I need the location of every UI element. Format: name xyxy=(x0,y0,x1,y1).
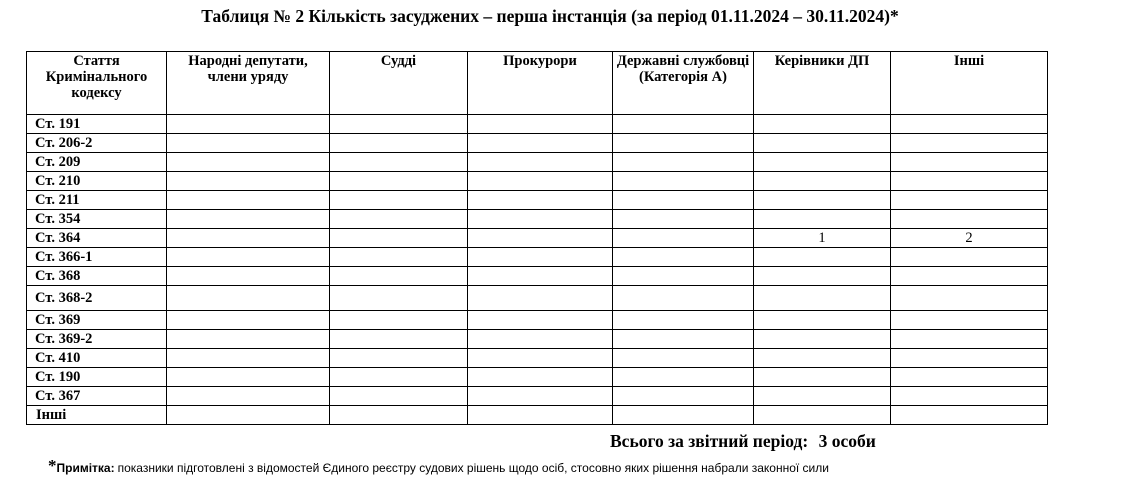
value-cell xyxy=(613,115,754,134)
value-cell xyxy=(613,229,754,248)
table-row xyxy=(27,368,1048,387)
value-cell xyxy=(468,248,613,267)
article-cell: Ст. 209 xyxy=(27,153,167,172)
value-cell xyxy=(613,311,754,330)
value-cell xyxy=(468,267,613,286)
value-cell xyxy=(613,134,754,153)
table-row xyxy=(27,134,1048,153)
article-cell: Інші xyxy=(27,406,167,425)
value-cell xyxy=(613,330,754,349)
header-judges: Судді xyxy=(330,52,468,115)
value-cell xyxy=(330,349,468,368)
value-cell xyxy=(891,134,1048,153)
value-cell xyxy=(167,229,330,248)
value-cell xyxy=(613,210,754,229)
value-cell xyxy=(468,191,613,210)
value-cell xyxy=(754,191,891,210)
value-cell xyxy=(891,153,1048,172)
header-others: Інші xyxy=(891,52,1048,115)
value-cell xyxy=(330,330,468,349)
header-row xyxy=(27,52,1048,115)
total-label: Всього за звітний період: xyxy=(610,431,809,451)
value-cell xyxy=(330,311,468,330)
value-cell xyxy=(468,286,613,311)
total-value: 3 особи xyxy=(818,431,876,451)
value-cell xyxy=(468,349,613,368)
table-row xyxy=(27,267,1048,286)
value-cell xyxy=(167,134,330,153)
value-cell xyxy=(468,153,613,172)
value-cell xyxy=(754,330,891,349)
table-row xyxy=(27,311,1048,330)
value-cell xyxy=(167,191,330,210)
article-cell: Ст. 210 xyxy=(27,172,167,191)
article-cell: Ст. 368 xyxy=(27,267,167,286)
value-cell xyxy=(754,286,891,311)
value-cell xyxy=(167,330,330,349)
value-cell xyxy=(468,368,613,387)
value-cell xyxy=(891,406,1048,425)
table-row xyxy=(27,115,1048,134)
value-cell xyxy=(468,172,613,191)
value-cell xyxy=(891,311,1048,330)
value-cell xyxy=(167,368,330,387)
article-cell: Ст. 206-2 xyxy=(27,134,167,153)
article-cell: Ст. 368-2 xyxy=(27,286,167,311)
value-cell xyxy=(891,115,1048,134)
value-cell xyxy=(613,349,754,368)
value-cell xyxy=(613,387,754,406)
table-body xyxy=(27,115,1048,425)
value-cell xyxy=(167,115,330,134)
footnote-asterisk: * xyxy=(48,456,57,475)
value-cell: 1 xyxy=(754,229,891,248)
value-cell xyxy=(330,286,468,311)
table-row xyxy=(27,330,1048,349)
value-cell: 2 xyxy=(891,229,1048,248)
table-row xyxy=(27,387,1048,406)
value-cell xyxy=(468,229,613,248)
document-title: Таблиця № 2 Кількість засуджених – перша інстанція (за період 01.11.2024 – 30.11.2024)* xyxy=(201,6,899,26)
value-cell xyxy=(891,368,1048,387)
footnote-label: Примітка: xyxy=(56,461,115,475)
value-cell xyxy=(330,191,468,210)
value-cell xyxy=(468,330,613,349)
value-cell xyxy=(167,267,330,286)
value-cell xyxy=(330,248,468,267)
article-cell: Ст. 369-2 xyxy=(27,330,167,349)
table-row xyxy=(27,153,1048,172)
value-cell xyxy=(167,210,330,229)
header-article: Стаття Кримінального кодексу xyxy=(27,52,167,115)
value-cell xyxy=(468,115,613,134)
value-cell xyxy=(330,153,468,172)
total-summary xyxy=(610,431,876,452)
value-cell xyxy=(613,191,754,210)
value-cell xyxy=(330,229,468,248)
value-cell xyxy=(613,153,754,172)
value-cell xyxy=(891,349,1048,368)
value-cell xyxy=(754,172,891,191)
convictions-table xyxy=(26,51,1048,425)
value-cell xyxy=(891,210,1048,229)
value-cell xyxy=(330,406,468,425)
table-row xyxy=(27,406,1048,425)
footnote-text: показники підготовлені з відомостей Єдиного реєстру судових рішень щодо осіб, стосовно яких рішення набрали законної сили xyxy=(117,461,829,475)
value-cell xyxy=(468,406,613,425)
value-cell xyxy=(754,248,891,267)
article-cell: Ст. 364 xyxy=(27,229,167,248)
value-cell xyxy=(167,286,330,311)
value-cell xyxy=(330,210,468,229)
value-cell xyxy=(330,368,468,387)
value-cell xyxy=(613,172,754,191)
value-cell xyxy=(167,406,330,425)
value-cell xyxy=(468,387,613,406)
table-row xyxy=(27,349,1048,368)
value-cell xyxy=(330,134,468,153)
value-cell xyxy=(891,172,1048,191)
value-cell xyxy=(891,191,1048,210)
value-cell xyxy=(891,286,1048,311)
value-cell xyxy=(754,153,891,172)
value-cell xyxy=(754,267,891,286)
article-cell: Ст. 190 xyxy=(27,368,167,387)
footnote xyxy=(48,456,829,476)
header-mps: Народні депутати, члени уряду xyxy=(167,52,330,115)
value-cell xyxy=(468,134,613,153)
article-cell: Ст. 366-1 xyxy=(27,248,167,267)
value-cell xyxy=(754,115,891,134)
value-cell xyxy=(754,349,891,368)
value-cell xyxy=(613,248,754,267)
table-row xyxy=(27,248,1048,267)
value-cell xyxy=(167,172,330,191)
value-cell xyxy=(754,368,891,387)
value-cell xyxy=(468,311,613,330)
value-cell xyxy=(891,248,1048,267)
table-header xyxy=(27,52,1048,115)
table-row xyxy=(27,210,1048,229)
article-cell: Ст. 369 xyxy=(27,311,167,330)
value-cell xyxy=(613,406,754,425)
article-cell: Ст. 367 xyxy=(27,387,167,406)
header-prosecutors: Прокурори xyxy=(468,52,613,115)
table-row xyxy=(27,191,1048,210)
table-row xyxy=(27,172,1048,191)
article-cell: Ст. 191 xyxy=(27,115,167,134)
value-cell xyxy=(613,368,754,387)
header-state-enterprise-heads: Керівники ДП xyxy=(754,52,891,115)
value-cell xyxy=(754,134,891,153)
header-civil-servants: Державні службовці (Категорія А) xyxy=(613,52,754,115)
value-cell xyxy=(167,248,330,267)
table-row xyxy=(27,229,1048,248)
value-cell xyxy=(891,330,1048,349)
table-row xyxy=(27,286,1048,311)
value-cell xyxy=(891,387,1048,406)
article-cell: Ст. 410 xyxy=(27,349,167,368)
value-cell xyxy=(754,210,891,229)
value-cell xyxy=(891,267,1048,286)
value-cell xyxy=(330,387,468,406)
value-cell xyxy=(167,387,330,406)
value-cell xyxy=(613,267,754,286)
value-cell xyxy=(754,387,891,406)
value-cell xyxy=(167,349,330,368)
value-cell xyxy=(167,311,330,330)
value-cell xyxy=(167,153,330,172)
value-cell xyxy=(754,406,891,425)
value-cell xyxy=(330,172,468,191)
value-cell xyxy=(330,267,468,286)
value-cell xyxy=(330,115,468,134)
article-cell: Ст. 354 xyxy=(27,210,167,229)
article-cell: Ст. 211 xyxy=(27,191,167,210)
value-cell xyxy=(754,311,891,330)
value-cell xyxy=(613,286,754,311)
value-cell xyxy=(468,210,613,229)
